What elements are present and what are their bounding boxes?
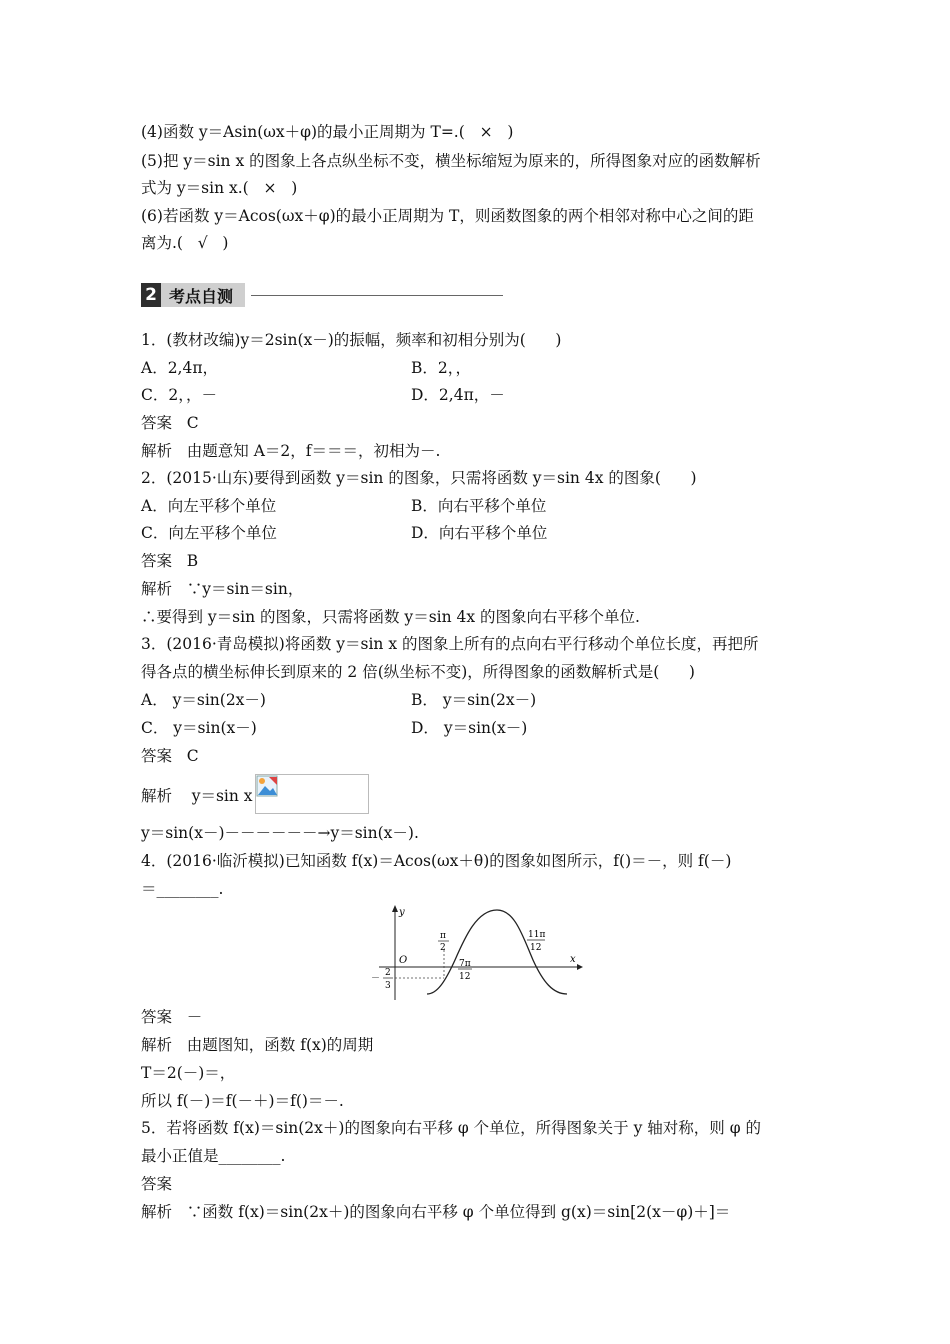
text-line: (6)若函数 y＝Acos(ωx＋φ)的最小正周期为 T，则函数图象的两个相邻对称中心之间的距 — [141, 207, 754, 225]
option-c: C．向左平移个单位 — [141, 524, 277, 542]
option-d: D．2,4π，－ — [411, 386, 505, 404]
answer: 答案 － — [141, 1008, 203, 1026]
analysis: 解析 y＝sin x — [141, 787, 253, 805]
question-stem: 2．(2015·山东)要得到函数 y＝sin 的图象，只需将函数 y＝sin 4x 的图象( ) — [141, 469, 697, 487]
option-a: A． y＝sin(2x－) — [141, 691, 266, 709]
analysis: 所以 f(－)＝f(－＋)＝f()＝－. — [141, 1092, 344, 1110]
answer: 答案 — [141, 1175, 173, 1193]
question-stem: 得各点的横坐标伸长到原来的 2 倍(纵坐标不变)，所得图象的函数解析式是( ) — [141, 663, 695, 681]
answer: 答案 B — [141, 552, 199, 570]
option-b: B．2，， — [411, 359, 472, 377]
question-stem: 5．若将函数 f(x)＝sin(2x＋)的图象向右平移 φ 个单位，所得图象关于 y 轴对称，则 φ 的 — [141, 1119, 761, 1137]
option-a: A．2,4π， — [141, 359, 219, 377]
section-number: 2 — [141, 283, 161, 307]
section-title: 考点自测 — [161, 283, 245, 307]
section-header — [141, 282, 503, 308]
tick-label: － — [371, 974, 381, 984]
analysis: 解析 由题意知 A＝2，f＝＝＝，初相为－. — [141, 442, 441, 460]
broken-image-icon — [256, 775, 278, 797]
tick-label: 3 — [385, 981, 391, 991]
analysis: 解析 ∵函数 f(x)＝sin(2x＋)的图象向右平移 φ 个单位得到 g(x)＝sin[2(x－φ)＋]＝ — [141, 1203, 731, 1221]
y-axis-label: y — [399, 907, 405, 918]
origin-label: O — [399, 955, 408, 966]
answer: 答案 C — [141, 747, 199, 765]
question-stem: 最小正值是________. — [141, 1147, 286, 1165]
tick-label: 7π — [459, 959, 471, 969]
analysis: ∴要得到 y＝sin 的图象，只需将函数 y＝sin 4x 的图象向右平移个单位. — [141, 608, 640, 626]
tick-label: 11π — [528, 930, 546, 940]
analysis: 解析 ∵y＝sin＝sin， — [141, 580, 304, 598]
x-axis-label: x — [570, 954, 576, 965]
analysis: 解析 由题图知，函数 f(x)的周期 — [141, 1036, 374, 1054]
text-line: (4)函数 y＝Asin(ωx＋φ)的最小正周期为 T=.( × ) — [141, 123, 514, 141]
tick-label: 12 — [459, 972, 471, 982]
option-d: D． y＝sin(x－) — [411, 719, 528, 737]
option-a: A．向左平移个单位 — [141, 497, 277, 515]
analysis: T＝2(－)＝， — [141, 1064, 236, 1082]
analysis: y＝sin(x－)－－－－－－→y＝sin(x－). — [141, 824, 419, 842]
x-axis-arrow — [577, 964, 583, 970]
broken-image-placeholder — [255, 774, 369, 814]
option-b: B．向右平移个单位 — [411, 497, 547, 515]
option-b: B． y＝sin(2x－) — [411, 691, 537, 709]
text-line: 式为 y＝sin x.( × ) — [141, 179, 298, 197]
question-stem: ＝________. — [141, 880, 224, 898]
cosine-curve — [427, 910, 567, 994]
function-graph — [365, 902, 585, 1002]
text-line: (5)把 y＝sin x 的图象上各点纵坐标不变，横坐标缩短为原来的，所得图象对应的函数解析 — [141, 152, 761, 170]
answer: 答案 C — [141, 414, 199, 432]
tick-label: π — [440, 931, 446, 941]
tick-label: 2 — [385, 968, 391, 978]
option-c: C．2，，－ — [141, 386, 217, 404]
tick-label: 2 — [440, 943, 446, 953]
text-line: 离为.( √ ) — [141, 234, 229, 252]
tick-label: 12 — [530, 943, 542, 953]
question-stem: 1．(教材改编)y＝2sin(x－)的振幅，频率和初相分别为( ) — [141, 331, 562, 349]
option-c: C． y＝sin(x－) — [141, 719, 257, 737]
section-divider — [251, 295, 503, 296]
question-stem: 3．(2016·青岛模拟)将函数 y＝sin x 的图象上所有的点向右平行移动个单位长度，再把所 — [141, 635, 759, 653]
question-stem: 4．(2016·临沂模拟)已知函数 f(x)＝Acos(ωx＋θ)的图象如图所示，f()＝－，则 f(－) — [141, 852, 732, 870]
option-d: D．向右平移个单位 — [411, 524, 548, 542]
y-axis-arrow — [392, 905, 398, 912]
